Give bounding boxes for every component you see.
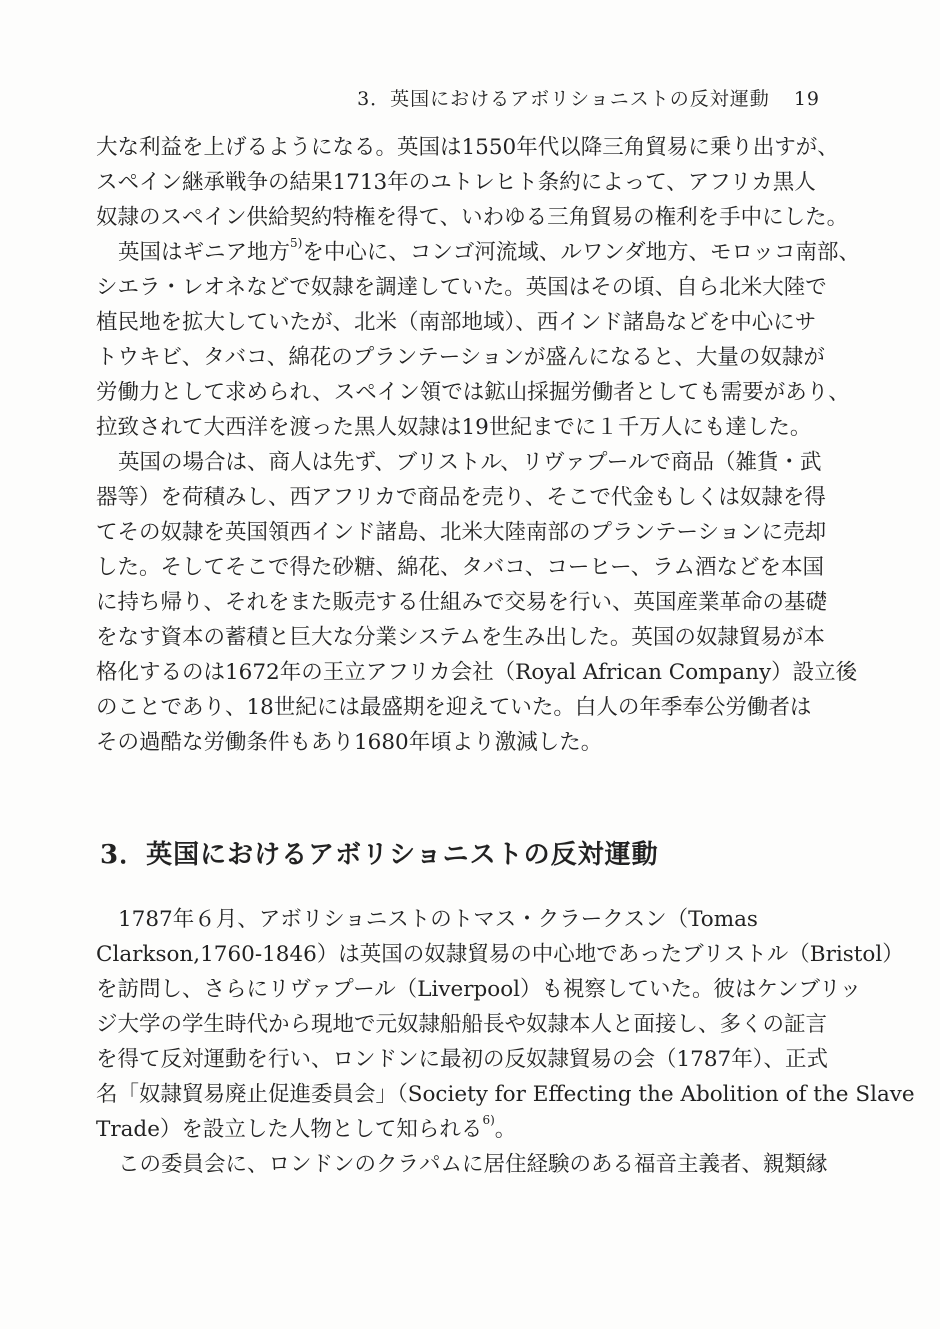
text-line: スペイン継承戦争の結果1713年のユトレヒト条約によって、アフリカ黒人 xyxy=(96,170,816,195)
text-line: シエラ・レオネなどで奴隷を調達していた。英国はその頃、自ら北米大陸で xyxy=(96,275,827,300)
text-line: 器等）を荷積みし、西アフリカで商品を売り、そこで代金もしくは奴隷を得 xyxy=(96,485,826,510)
running-header-title: 3．英国におけるアボリショニストの反対運動 xyxy=(357,88,770,110)
text-line: この委員会に、ロンドンのクラパムに居住経験のある福音主義者、親類縁 xyxy=(118,1152,828,1177)
text-line xyxy=(96,1112,816,1147)
text-line: ジ大学の学生時代から現地で元奴隷船船長や奴隷本人と面接し、多くの証言 xyxy=(96,1012,828,1037)
text-line: を訪問し、さらにリヴァプール（Liverpool）も視察していた。彼はケンブリッ xyxy=(96,977,862,1002)
text-line: を得て反対運動を行い、ロンドンに最初の反奴隷貿易の会（1787年）、正式 xyxy=(96,1047,828,1072)
footnote-ref-5: 5) xyxy=(290,236,303,250)
text-line: その過酷な労働条件もあり1680年頃より激減した。 xyxy=(96,730,603,755)
body-paragraphs-bottom xyxy=(96,902,915,1182)
text-line xyxy=(96,235,861,270)
text-segment: 。 xyxy=(494,1117,517,1142)
text-line: Clarkson,1760-1846）は英国の奴隷貿易の中心地であったブリストル（Bristol） xyxy=(96,942,904,967)
text-segment: 英国はギニア地方 xyxy=(118,240,291,265)
footnote-ref-6: 6) xyxy=(482,1113,495,1127)
section-heading: 3．英国におけるアボリショニストの反対運動 xyxy=(100,840,659,870)
text-line: をなす資本の蓄積と巨大な分業システムを生み出した。英国の奴隷貿易が本 xyxy=(96,625,825,650)
text-line: トウキビ、タバコ、綿花のプランテーションが盛んになると、大量の奴隷が xyxy=(96,345,825,370)
text-line: 拉致されて大西洋を渡った黒人奴隷は19世紀までに１千万人にも達した。 xyxy=(96,415,812,440)
body-paragraphs-top xyxy=(96,130,861,760)
text-line: 大な利益を上げるようになる。英国は1550年代以降三角貿易に乗り出すが、 xyxy=(96,135,839,160)
text-line: 奴隷のスペイン供給契約特権を得て、いわゆる三角貿易の権利を手中にした。 xyxy=(96,205,849,230)
text-line: 1787年６月、アボリショニストのトマス・クラークスン（Tomas xyxy=(118,907,758,932)
page-number: 19 xyxy=(793,88,820,110)
text-segment: を中心に、コンゴ河流域、ルワンダ地方、モロッコ南部、 xyxy=(302,240,861,265)
text-line: 英国の場合は、商人は先ず、ブリストル、リヴァプールで商品（雑貨・武 xyxy=(118,450,822,475)
text-line: のことであり、18世紀には最盛期を迎えていた。白人の年季奉公労働者は xyxy=(96,695,812,720)
text-line: 名「奴隷貿易廃止促進委員会」（Society for Effecting the Abolition of the Slave xyxy=(96,1082,915,1107)
text-line: てその奴隷を英国領西インド諸島、北米大陸南部のプランテーションに売却 xyxy=(96,520,827,545)
text-segment: Trade）を設立した人物として知られる xyxy=(96,1117,483,1142)
text-line: 植民地を拡大していたが、北米（南部地域）、西インド諸島などを中心にサ xyxy=(96,310,817,335)
text-line: 格化するのは1672年の王立アフリカ会社（Royal African Company）設立後 xyxy=(96,660,858,685)
text-line: した。そしてそこで得た砂糖、綿花、タバコ、コーヒー、ラム酒などを本国 xyxy=(96,555,824,580)
running-header xyxy=(357,84,820,111)
text-line: に持ち帰り、それをまた販売する仕組みで交易を行い、英国産業革命の基礎 xyxy=(96,590,828,615)
text-line: 労働力として求められ、スペイン領では鉱山採掘労働者としても需要があり、 xyxy=(96,380,850,405)
